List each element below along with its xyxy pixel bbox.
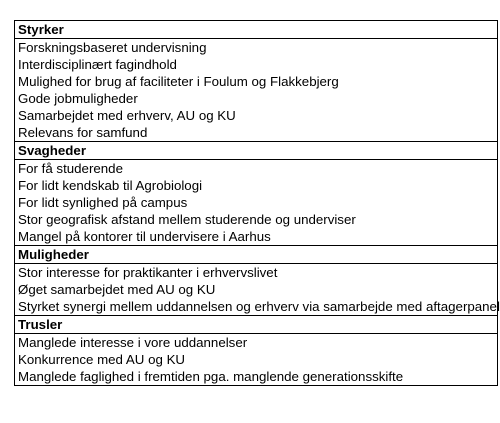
list-item: Øget samarbejdet med AU og KU: [18, 282, 216, 297]
section-heading-opportunities: Muligheder: [15, 246, 498, 264]
section-content-row: [15, 160, 498, 246]
section-items-strengths: [15, 39, 498, 142]
section-heading-strengths: Styrker: [15, 21, 498, 39]
list-item: Manglede interesse i vore uddannelser: [18, 335, 248, 350]
list-item: Relevans for samfund: [18, 125, 148, 140]
list-item: Gode jobmuligheder: [18, 91, 138, 106]
list-item: Konkurrence med AU og KU: [18, 352, 186, 367]
list-item: Mulighed for brug af faciliteter i Foulum og Flakkebjerg: [18, 74, 339, 89]
list-item: Forskningsbaseret undervisning: [18, 40, 207, 55]
list-item: For lidt synlighed på campus: [18, 195, 188, 210]
section-items-threats: [15, 334, 498, 386]
section-header-row: [15, 142, 498, 160]
list-item: Manglede faglighed i fremtiden pga. manglende generationsskifte: [18, 369, 404, 384]
section-header-row: [15, 246, 498, 264]
section-heading-weaknesses: Svagheder: [15, 142, 498, 160]
section-items-opportunities: [15, 264, 498, 316]
swot-table: [14, 20, 498, 386]
section-items-weaknesses: [15, 160, 498, 246]
list-item: For få studerende: [18, 161, 123, 176]
section-header-row: [15, 316, 498, 334]
section-heading-threats: Trusler: [15, 316, 498, 334]
section-content-row: [15, 264, 498, 316]
list-item: Stor interesse for praktikanter i erhvervslivet: [18, 265, 278, 280]
section-header-row: [15, 21, 498, 39]
list-item: Mangel på kontorer til undervisere i Aarhus: [18, 229, 271, 244]
list-item: Stor geografisk afstand mellem studerende og underviser: [18, 212, 356, 227]
list-item: Samarbejdet med erhverv, AU og KU: [18, 108, 236, 123]
list-item: Styrket synergi mellem uddannelsen og erhverv via samarbejde med aftagerpanel: [18, 299, 500, 314]
list-item: Interdisciplinært fagindhold: [18, 57, 177, 72]
list-item: For lidt kendskab til Agrobiologi: [18, 178, 203, 193]
section-content-row: [15, 39, 498, 142]
section-content-row: [15, 334, 498, 386]
